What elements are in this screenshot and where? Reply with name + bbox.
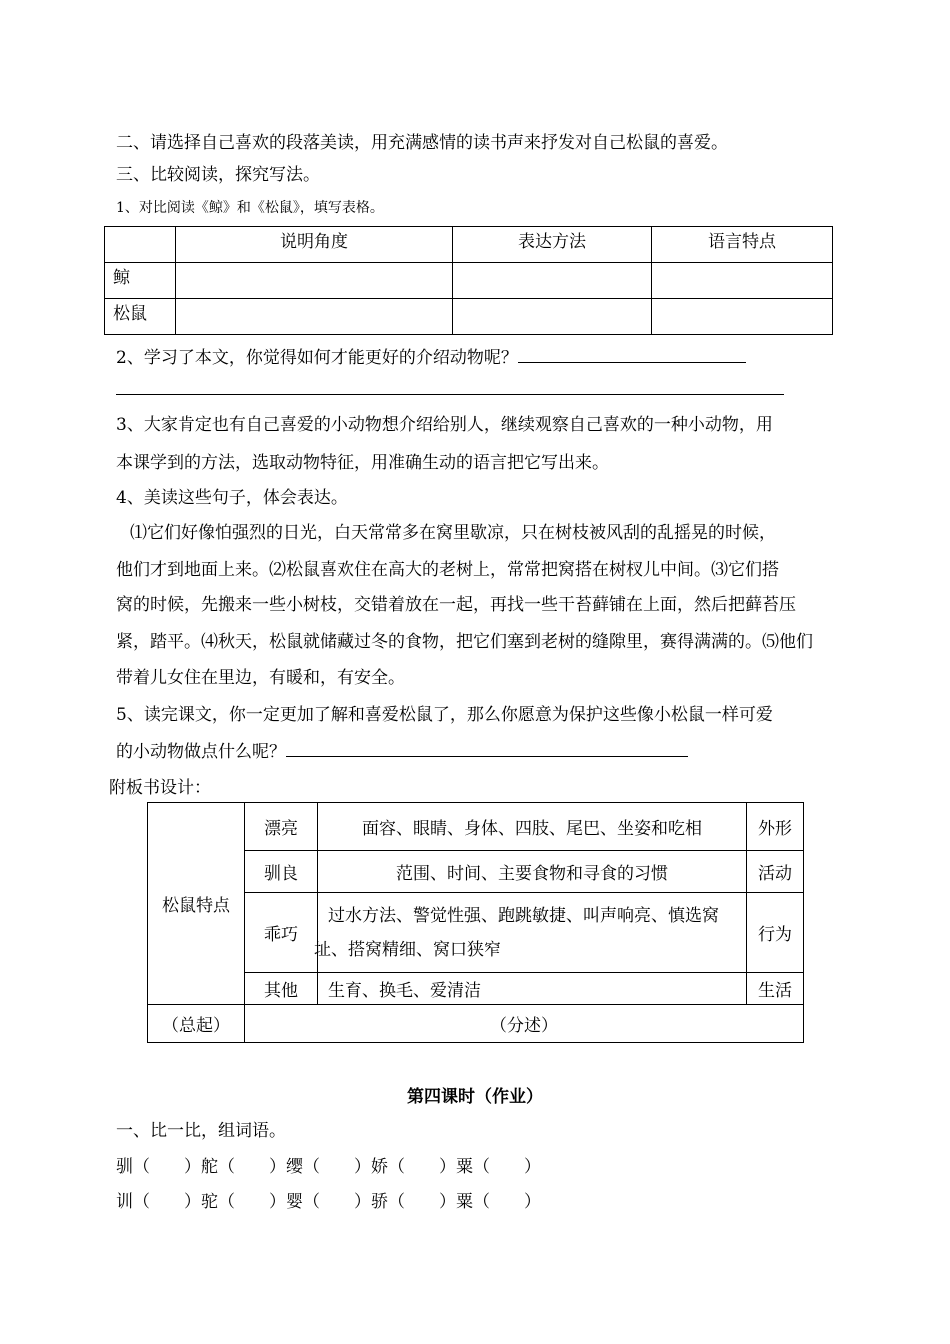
trait: 漂亮 — [245, 803, 318, 851]
detail: 范围、时间、主要食物和寻食的习惯 — [318, 851, 747, 893]
question-4: 4、美读这些句子，体会表达。 — [116, 488, 348, 508]
detail: 面容、眼睛、身体、四肢、尾巴、坐姿和吃相 — [318, 803, 747, 851]
header-method: 表达方法 — [453, 227, 652, 263]
question-3-line-1: 3、大家肯定也有自己喜爱的小动物想介绍给别人，继续观察自己喜欢的一种小动物，用 — [116, 415, 773, 435]
detail-line-1: 过水方法、警觉性强、跑跳敏捷、叫声响亮、慎选窝 — [328, 905, 719, 926]
answer-blank[interactable] — [286, 738, 688, 757]
footer-left: （总起） — [148, 1005, 245, 1043]
question-2 — [116, 343, 746, 368]
question-2-text: 2、学习了本文，你觉得如何才能更好的介绍动物呢？ — [116, 348, 518, 368]
cell-blank[interactable] — [176, 263, 453, 299]
board-design-label: 附板书设计： — [109, 778, 211, 798]
category: 生活 — [747, 973, 804, 1005]
question-3-line-2: 本课学到的方法，选取动物特征，用准确生动的语言把它写出来。 — [116, 453, 609, 473]
cell-blank[interactable] — [453, 263, 652, 299]
cell-blank[interactable] — [652, 299, 833, 335]
section-three: 三、比较阅读，探究写法。 — [116, 165, 320, 185]
passage-line-3: 窝的时候，先搬来一些小树枝，交错着放在一起，再找一些干苔藓铺在上面，然后把藓苔压 — [116, 595, 796, 615]
answer-line[interactable] — [116, 394, 784, 395]
category: 活动 — [747, 851, 804, 893]
compare-table — [104, 226, 833, 335]
section-two: 二、请选择自己喜欢的段落美读，用充满感情的读书声来抒发对自己松鼠的喜爱。 — [116, 133, 728, 153]
detail-line-2: 址、搭窝精细、窝口狭窄 — [314, 939, 501, 960]
trait: 驯良 — [245, 851, 318, 893]
footer-right: （分述） — [245, 1005, 804, 1043]
row-whale: 鲸 — [105, 263, 176, 299]
homework-1: 一、比一比，组词语。 — [116, 1121, 286, 1141]
trait: 乖巧 — [245, 893, 318, 973]
lesson-title: 第四课时（作业） — [407, 1087, 543, 1107]
cell-blank[interactable] — [453, 299, 652, 335]
header-angle: 说明角度 — [176, 227, 453, 263]
question-5-line-1: 5、读完课文，你一定更加了解和喜爱松鼠了，那么你愿意为保护这些像小松鼠一样可爱 — [116, 705, 773, 725]
cell-blank[interactable] — [176, 299, 453, 335]
passage-line-1: ⑴它们好像怕强烈的日光，白天常常多在窝里歇凉，只在树枝被风刮的乱摇晃的时候， — [130, 523, 776, 543]
row-squirrel: 松鼠 — [105, 299, 176, 335]
passage-line-5: 带着儿女住在里边，有暖和，有安全。 — [116, 668, 405, 688]
category: 外形 — [747, 803, 804, 851]
question-5-line-2 — [116, 737, 688, 762]
detail: 生育、换毛、爱清洁 — [318, 973, 747, 1005]
question-1: 1、对比阅读《鲸》和《松鼠》，填写表格。 — [116, 200, 384, 216]
question-5-text: 的小动物做点什么呢？ — [116, 742, 286, 762]
trait: 其他 — [245, 973, 318, 1005]
detail — [314, 893, 747, 973]
board-main: 松鼠特点 — [148, 803, 245, 1005]
category: 行为 — [747, 893, 804, 973]
passage-line-2: 他们才到地面上来。⑵松鼠喜欢住在高大的老树上，常常把窝搭在树杈儿中间。⑶它们搭 — [116, 560, 779, 580]
passage-line-4: 紧，踏平。⑷秋天，松鼠就储藏过冬的食物，把它们塞到老树的缝隙里，赛得满满的。⑸他们 — [116, 632, 813, 652]
header-language: 语言特点 — [652, 227, 833, 263]
board-table — [147, 802, 804, 1043]
cell-blank[interactable] — [652, 263, 833, 299]
homework-row-1: 驯（ ）舵（ ）缨（ ）娇（ ）粟（ ） — [116, 1157, 541, 1177]
homework-row-2: 训（ ）驼（ ）婴（ ）骄（ ）粟（ ） — [116, 1192, 541, 1212]
answer-blank[interactable] — [518, 344, 746, 363]
